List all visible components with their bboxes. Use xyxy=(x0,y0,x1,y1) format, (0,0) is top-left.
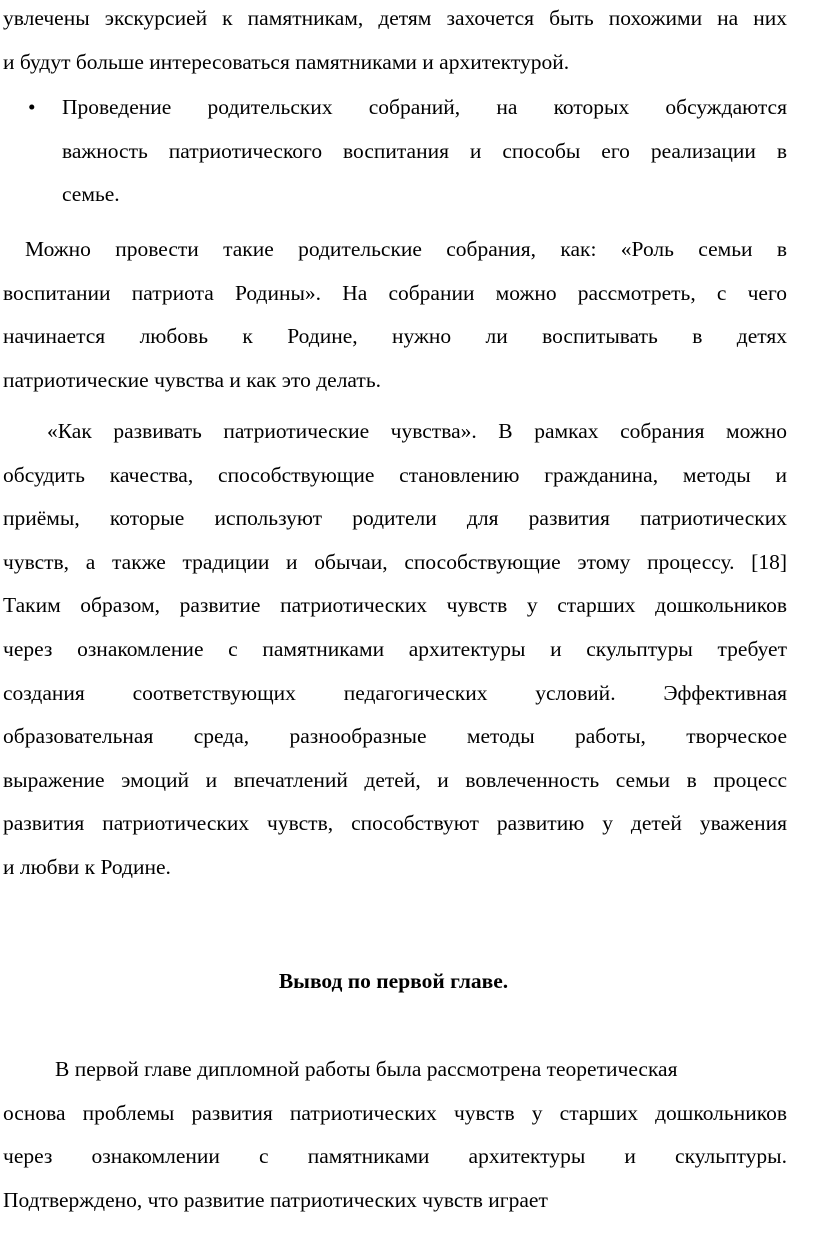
paragraph-develop xyxy=(3,410,787,890)
text-line: основа проблемы развития патриотических чувств у старших дошкольников xyxy=(3,1100,787,1125)
bullet-text xyxy=(62,86,787,217)
text-line: начинается любовь к Родине, нужно ли воспитывать в детях xyxy=(3,324,787,349)
text-line: Таким образом, развитие патриотических чувств у старших дошкольников xyxy=(3,593,787,618)
text-line: воспитании патриота Родины». На собрании можно рассмотреть, с чего xyxy=(3,280,787,305)
text-line: важность патриотического воспитания и способы его реализации в xyxy=(62,138,787,163)
text-line: создания соответствующих педагогических условий. Эффективная xyxy=(3,680,787,705)
section-heading: Вывод по первой главе. xyxy=(278,969,509,993)
text-line: через ознакомлении с памятниками архитектуры и скульптуры. xyxy=(3,1144,787,1169)
text-line: обсудить качества, способствующие становлению гражданина, методы и xyxy=(3,462,787,487)
text-line: и будут больше интересоваться памятниками и архитектурой. xyxy=(3,49,570,74)
bullet-marker: • xyxy=(28,95,36,119)
text-line: Подтверждено, что развитие патриотических чувств играет xyxy=(3,1187,548,1212)
text-line: развития патриотических чувств, способствуют развитию у детей уважения xyxy=(3,811,787,836)
text-line: Проведение родительских собраний, на которых обсуждаются xyxy=(62,95,787,119)
text-line: и любви к Родине. xyxy=(3,854,171,879)
text-line: Можно провести такие родительские собрания, как: «Роль семьи в xyxy=(25,237,787,261)
text-line: патриотические чувства и как это делать. xyxy=(3,367,381,392)
text-line: «Как развивать патриотические чувства». В рамках собрания можно xyxy=(47,419,787,443)
text-line: В первой главе дипломной работы была рассмотрена теоретическая xyxy=(55,1057,678,1081)
paragraph-meetings xyxy=(3,228,787,402)
text-line: образовательная среда, разнообразные методы работы, творческое xyxy=(3,724,787,749)
text-line: семье. xyxy=(62,182,120,207)
paragraph-intro xyxy=(3,0,787,84)
text-line: увлечены экскурсией к памятникам, детям захочется быть похожими на них xyxy=(3,6,787,30)
paragraph-conclusion xyxy=(3,1048,787,1222)
text-line: через ознакомление с памятниками архитектуры и скульптуры требует xyxy=(3,636,787,661)
bullet-item xyxy=(0,86,787,217)
text-line: чувств, а также традиции и обычаи, способствующие этому процессу. [18] xyxy=(3,549,787,574)
text-line: приёмы, которые используют родители для развития патриотических xyxy=(3,506,787,531)
text-line: выражение эмоций и впечатлений детей, и вовлеченность семьи в процесс xyxy=(3,767,787,792)
